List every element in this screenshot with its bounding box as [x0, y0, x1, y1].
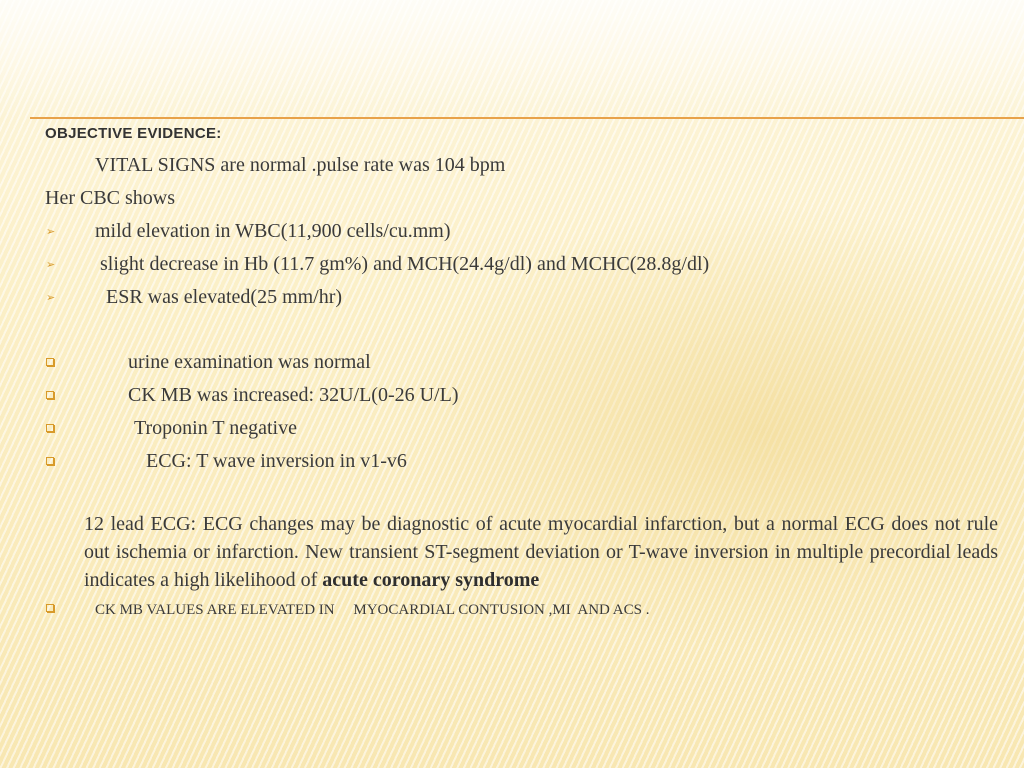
test-urine: urine examination was normal	[128, 351, 371, 373]
square-bullet-icon	[46, 391, 54, 399]
cbc-item-wbc: mild elevation in WBC(11,900 cells/cu.mm)	[95, 220, 451, 242]
ecg-explanation-paragraph	[84, 510, 998, 594]
square-bullet-icon	[46, 424, 54, 432]
test-troponin: Troponin T negative	[134, 417, 297, 439]
test-ecg: ECG: T wave inversion in v1-v6	[146, 450, 407, 472]
ecg-paragraph-text: 12 lead ECG: ECG changes may be diagnostic of acute myocardial infarction, but a normal ECG does not rule out ischemia or infarction. New transient ST-segment deviation or T-wave inversion in multiple precordial leads indicates a high likelihood of	[84, 513, 998, 591]
top-fade	[0, 0, 1024, 120]
cbc-item-esr: ESR was elevated(25 mm/hr)	[106, 286, 343, 308]
cbc-intro-text: Her CBC shows	[45, 187, 176, 209]
square-bullet-icon	[46, 457, 54, 465]
section-heading: OBJECTIVE EVIDENCE:	[45, 125, 222, 142]
title-divider	[30, 117, 1024, 119]
vital-signs-text: VITAL SIGNS are normal .pulse rate was 104 bpm	[95, 154, 506, 176]
arrow-bullet-icon: ➢	[46, 291, 56, 304]
square-bullet-icon	[46, 604, 54, 612]
square-bullet-icon	[46, 358, 54, 366]
cbc-item-hb: slight decrease in Hb (11.7 gm%) and MCH(24.4g/dl) and MCHC(28.8g/dl)	[100, 253, 710, 275]
ecg-paragraph-emphasis: acute coronary syndrome	[322, 569, 540, 591]
ck-mb-note: CK MB VALUES ARE ELEVATED IN MYOCARDIAL CONTUSION ,MI AND ACS .	[95, 602, 650, 618]
arrow-bullet-icon: ➢	[46, 225, 56, 238]
arrow-bullet-icon: ➢	[46, 258, 56, 271]
test-ckmb: CK MB was increased: 32U/L(0-26 U/L)	[128, 384, 459, 406]
